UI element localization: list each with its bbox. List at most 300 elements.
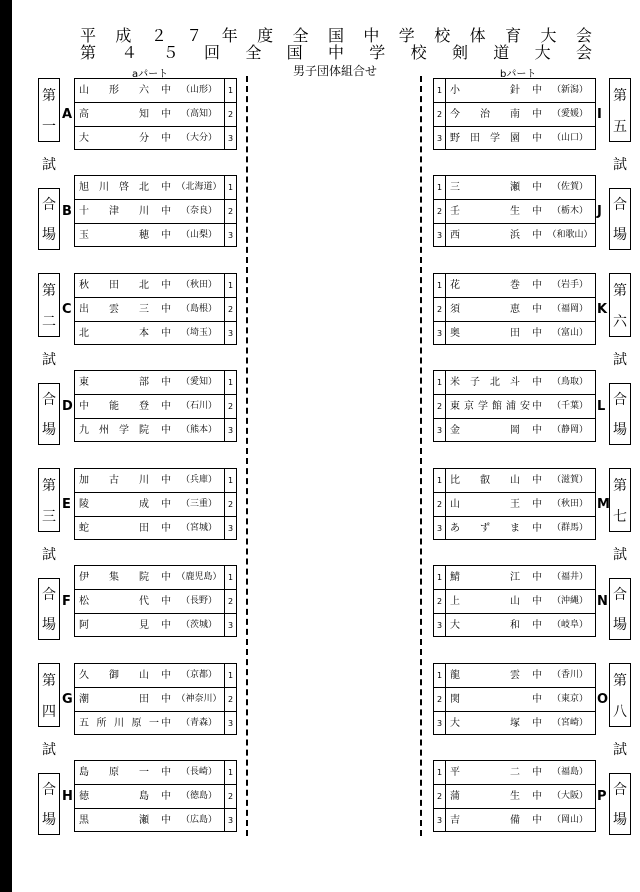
team-name [450,712,520,735]
team-seed-number: 2 [434,103,446,126]
team-seed-number: 1 [434,274,446,297]
group-letter: C [62,302,72,317]
title-char: 第 [80,43,97,62]
paren-close: ） [208,109,218,119]
paren-open: （ [180,230,190,240]
team-row [434,371,595,395]
team-prefecture-name: 群馬 [560,523,579,533]
team-prefecture [546,493,594,516]
paren-close: ） [208,425,218,435]
team-name-text: 米 子 北 斗 [450,377,520,388]
team-name-text: 蛇 田 [79,523,149,534]
team-seed-number: 2 [434,395,446,418]
paren-open: （ [180,670,190,680]
paren-open: （ [551,109,561,119]
venue-label [609,468,631,638]
team-prefecture-name: 宮城 [189,523,208,533]
paren-close: ） [579,523,589,533]
paren-close: ） [579,596,589,606]
title-char: 会 [575,26,592,45]
team-prefecture [546,712,594,735]
team-prefecture-name: 秋田 [560,499,579,509]
team-prefecture-name: 滋賀 [560,475,579,485]
paren-close: ） [212,694,222,704]
team-row [434,517,595,541]
venue-char: 試 [42,742,56,758]
paren-close: ） [579,572,589,582]
paren-open: （ [180,718,190,728]
team-suffix: 中 [161,791,171,802]
team-name-text: 五 所 川 原 一 [79,718,159,729]
paren-open: （ [180,425,190,435]
paren-open: （ [180,109,190,119]
team-prefecture-name: 山口 [560,133,579,143]
team-seed-number: 1 [434,664,446,687]
paren-close: ） [579,182,589,192]
team-name-text: 金 岡 [450,425,520,436]
team-row [75,688,236,712]
team-name [450,469,520,492]
venue-char: 合 [42,197,56,213]
venue-char: 試 [613,157,627,173]
team-name-text: 中 能 登 [79,401,149,412]
team-prefecture [175,395,223,418]
paren-open: （ [180,377,190,387]
team-prefecture [175,224,223,247]
team-name-text: 龍 雲 [450,670,520,681]
paren-close: ） [583,230,593,240]
team-suffix: 中 [532,596,542,607]
team-row [434,176,595,200]
team-prefecture [175,176,223,199]
paren-open: （ [176,694,186,704]
paren-close: ） [208,718,218,728]
venue-char: 試 [613,352,627,368]
group-letter: B [62,204,72,219]
team-prefecture-name: 山梨 [189,230,208,240]
team-name [450,371,520,394]
title-char: 国 [327,26,344,45]
team-seed-number: 1 [224,79,236,102]
team-row [434,79,595,103]
team-row [434,688,595,712]
paren-open: （ [180,475,190,485]
title-char: 中 [327,43,344,62]
group-letter: I [597,107,602,122]
team-name [450,127,520,150]
team-prefecture [546,103,594,126]
title-char: ４ [121,43,138,62]
team-name-text: 潮 田 [79,694,149,705]
venue-label-bottom [609,188,631,250]
team-prefecture [546,785,594,808]
venue-char: 試 [42,157,56,173]
team-name-text: 加 古 川 [79,475,149,486]
venue-char: 試 [613,742,627,758]
team-name-text: 吉 備 [450,815,520,826]
venue-label [609,663,631,833]
team-prefecture [546,664,594,687]
venue-char: 六 [613,313,627,330]
team-row [75,395,236,419]
paren-close: ） [579,475,589,485]
paren-open: （ [176,572,186,582]
team-suffix: 中 [532,523,542,534]
paren-open: （ [551,499,561,509]
team-row [75,761,236,785]
team-prefecture-name: 三重 [189,499,208,509]
team-prefecture-name: 鳥取 [560,377,579,387]
venue-char: 第 [613,672,627,689]
paren-open: （ [547,230,557,240]
team-name [79,469,149,492]
paren-close: ） [579,304,589,314]
team-name [450,224,520,247]
venue-label [38,273,60,443]
team-prefecture [546,176,594,199]
paren-open: （ [551,328,561,338]
group-letter: A [62,107,73,122]
team-name [450,419,520,442]
team-prefecture-name: 山形 [189,85,208,95]
team-seed-number: 3 [224,517,236,540]
team-row [75,322,236,346]
team-suffix: 中 [161,182,171,193]
venue-label [38,468,60,638]
paren-open: （ [180,815,190,825]
paren-close: ） [579,499,589,509]
venue-char: 第 [42,282,56,299]
paren-open: （ [180,620,190,630]
team-row [434,224,595,248]
team-suffix: 中 [161,572,171,583]
team-row [75,614,236,638]
venue-char: 第 [42,477,56,494]
venue-label [609,78,631,248]
venue-label-top [38,468,60,532]
venue-label-top [609,273,631,337]
team-seed-number: 2 [224,493,236,516]
paren-open: （ [551,304,561,314]
team-prefecture [546,322,594,345]
team-prefecture-name: 鹿児島 [185,572,213,582]
paren-close: ） [579,206,589,216]
team-name-text: 奥 田 [450,328,520,339]
team-seed-number: 2 [224,688,236,711]
team-row [434,590,595,614]
venue-char: 場 [613,812,627,828]
team-seed-number: 2 [224,200,236,223]
paren-open: （ [176,182,186,192]
team-prefecture [175,590,223,613]
paren-close: ） [212,182,222,192]
team-prefecture-name: 広島 [189,815,208,825]
team-prefecture [546,517,594,540]
team-name-text: 東 京 学 館 浦 安 [450,401,530,412]
title-char: 学 [398,26,415,45]
team-row [75,809,236,833]
team-suffix: 中 [532,85,542,96]
team-name-text: 上 山 [450,596,520,607]
team-name [79,298,149,321]
team-row [75,103,236,127]
team-block [433,370,596,442]
venue-char: 試 [613,547,627,563]
group-letter: G [62,692,73,707]
team-suffix: 中 [532,718,542,729]
team-name [79,395,149,418]
team-prefecture-name: 茨城 [189,620,208,630]
team-seed-number: 2 [434,493,446,516]
team-block [74,273,237,345]
paren-open: （ [551,767,561,777]
team-prefecture [546,274,594,297]
team-row [75,127,236,151]
team-prefecture [175,761,223,784]
paren-open: （ [180,767,190,777]
title-line-2 [80,44,592,62]
paren-close: ） [208,815,218,825]
team-row [434,469,595,493]
team-row [434,785,595,809]
team-name-text: 西 浜 [450,230,520,241]
team-prefecture [546,224,594,247]
team-row [75,224,236,248]
team-name [79,371,149,394]
team-prefecture-name: 青森 [189,718,208,728]
venue-label-top [38,663,60,727]
team-block [433,273,596,345]
venue-label [609,273,631,443]
team-seed-number: 1 [224,761,236,784]
team-seed-number: 3 [224,419,236,442]
team-prefecture [175,664,223,687]
team-seed-number: 2 [434,200,446,223]
paren-close: ） [208,230,218,240]
team-seed-number: 3 [434,224,446,247]
venue-label-top [38,273,60,337]
team-row [434,322,595,346]
title-char: ２ [150,26,167,45]
team-prefecture-name: 東京 [560,694,579,704]
team-suffix: 中 [161,767,171,778]
team-prefecture [546,761,594,784]
team-name-text: 十 津 川 [79,206,149,217]
team-seed-number: 2 [224,103,236,126]
team-name-text: 大 塚 [450,718,520,729]
team-prefecture-name: 神奈川 [185,694,213,704]
paren-close: ） [208,620,218,630]
team-name [450,103,520,126]
team-name [79,761,149,784]
paren-close: ） [579,280,589,290]
paren-open: （ [551,182,561,192]
venue-char: 合 [613,587,627,603]
paren-open: （ [180,499,190,509]
paren-close: ） [212,572,222,582]
venue-char: 七 [613,508,627,525]
team-seed-number: 1 [224,469,236,492]
paren-open: （ [551,694,561,704]
team-suffix: 中 [161,85,171,96]
venue-char: 合 [42,392,56,408]
title-char: 学 [369,43,386,62]
team-seed-number: 1 [434,176,446,199]
paren-close: ） [579,791,589,801]
venue-char: 合 [613,197,627,213]
team-prefecture-name: 秋田 [189,280,208,290]
team-suffix: 中 [161,328,171,339]
team-row [75,79,236,103]
team-suffix: 中 [161,596,171,607]
team-seed-number: 3 [224,322,236,345]
paren-close: ） [579,815,589,825]
team-prefecture [175,371,223,394]
paren-open: （ [551,206,561,216]
team-name-text: 北 本 [79,328,149,339]
group-letter: H [62,789,73,804]
team-block [433,468,596,540]
group-letter: O [597,692,609,707]
team-seed-number: 1 [434,79,446,102]
team-seed-number: 3 [224,809,236,832]
team-row [434,493,595,517]
team-name-text: 壬 生 [450,206,520,217]
paren-close: ） [208,791,218,801]
team-prefecture [546,371,594,394]
paren-close: ） [579,401,589,411]
paren-open: （ [551,791,561,801]
venue-label-bottom [38,773,60,835]
venue-label [38,663,60,833]
team-prefecture [175,614,223,637]
team-name [79,224,149,247]
team-row [75,785,236,809]
paren-open: （ [180,328,190,338]
team-row [434,200,595,224]
title-char: 年 [221,26,238,45]
team-suffix: 中 [161,109,171,120]
team-name-text: 小 針 [450,85,520,96]
team-prefecture-name: 宮崎 [560,718,579,728]
team-seed-number: 1 [434,566,446,589]
team-block [433,663,596,735]
team-prefecture [546,809,594,832]
paren-open: （ [180,280,190,290]
team-suffix: 中 [532,815,542,826]
team-suffix: 中 [532,328,542,339]
team-seed-number: 3 [434,809,446,832]
venue-label-top [609,663,631,727]
team-name [79,274,149,297]
paren-open: （ [551,718,561,728]
team-name-text: 出 雲 三 [79,304,149,315]
team-prefecture-name: 大阪 [560,791,579,801]
paren-open: （ [180,791,190,801]
team-prefecture-name: 福井 [560,572,579,582]
team-name-text: 黒 瀬 [79,815,149,826]
team-row [75,566,236,590]
team-name-text: 野 田 学 園 [450,133,520,144]
paren-close: ） [208,133,218,143]
team-name-text: 三 瀬 [450,182,520,193]
team-seed-number: 2 [224,298,236,321]
team-name-text: 平 二 [450,767,520,778]
team-name [79,664,149,687]
venue-char: 合 [42,782,56,798]
team-row [434,103,595,127]
team-name-text: 阿 見 [79,620,149,631]
paren-close: ） [208,767,218,777]
team-name-text: 陵 成 [79,499,149,510]
team-name [79,566,149,589]
team-prefecture [546,566,594,589]
venue-char: 場 [42,617,56,633]
team-suffix: 中 [161,475,171,486]
team-prefecture-name: 京都 [189,670,208,680]
team-row [434,298,595,322]
team-name-text: 九 州 学 院 [79,425,149,436]
team-name [450,688,520,711]
title-char: 会 [575,43,592,62]
team-suffix: 中 [161,206,171,217]
team-suffix: 中 [532,133,542,144]
paren-close: ） [208,475,218,485]
team-name-text: 花 巻 [450,280,520,291]
team-name-text: 関 [450,694,460,705]
team-name-text: 大 和 [450,620,520,631]
group-letter: N [597,594,608,609]
team-suffix: 中 [161,304,171,315]
team-seed-number: 1 [224,176,236,199]
team-suffix: 中 [532,230,542,241]
team-suffix: 中 [532,499,542,510]
title-char: 大 [534,43,551,62]
title-char: 大 [540,26,557,45]
title-char: 回 [203,43,220,62]
venue-label [38,78,60,248]
team-suffix: 中 [532,304,542,315]
team-name-text: 鯖 江 [450,572,520,583]
venue-char: 第 [613,87,627,104]
team-prefecture [175,809,223,832]
paren-close: ） [579,767,589,777]
team-row [434,566,595,590]
team-block [74,175,237,247]
paren-close: ） [208,523,218,533]
team-name-text: 島 原 一 [79,767,149,778]
paren-open: （ [180,596,190,606]
team-suffix: 中 [161,523,171,534]
team-seed-number: 2 [434,590,446,613]
team-seed-number: 3 [434,517,446,540]
title-char: 全 [292,26,309,45]
team-prefecture-name: 岐阜 [560,620,579,630]
team-prefecture [175,274,223,297]
paren-close: ） [208,596,218,606]
team-suffix: 中 [532,791,542,802]
team-name-text: 松 代 [79,596,149,607]
team-row [75,469,236,493]
paren-open: （ [551,85,561,95]
team-name [450,785,520,808]
paren-open: （ [551,280,561,290]
team-prefecture [175,419,223,442]
team-prefecture [546,614,594,637]
team-seed-number: 1 [434,469,446,492]
team-prefecture-name: 沖縄 [560,596,579,606]
bracket-line-right [420,76,422,836]
